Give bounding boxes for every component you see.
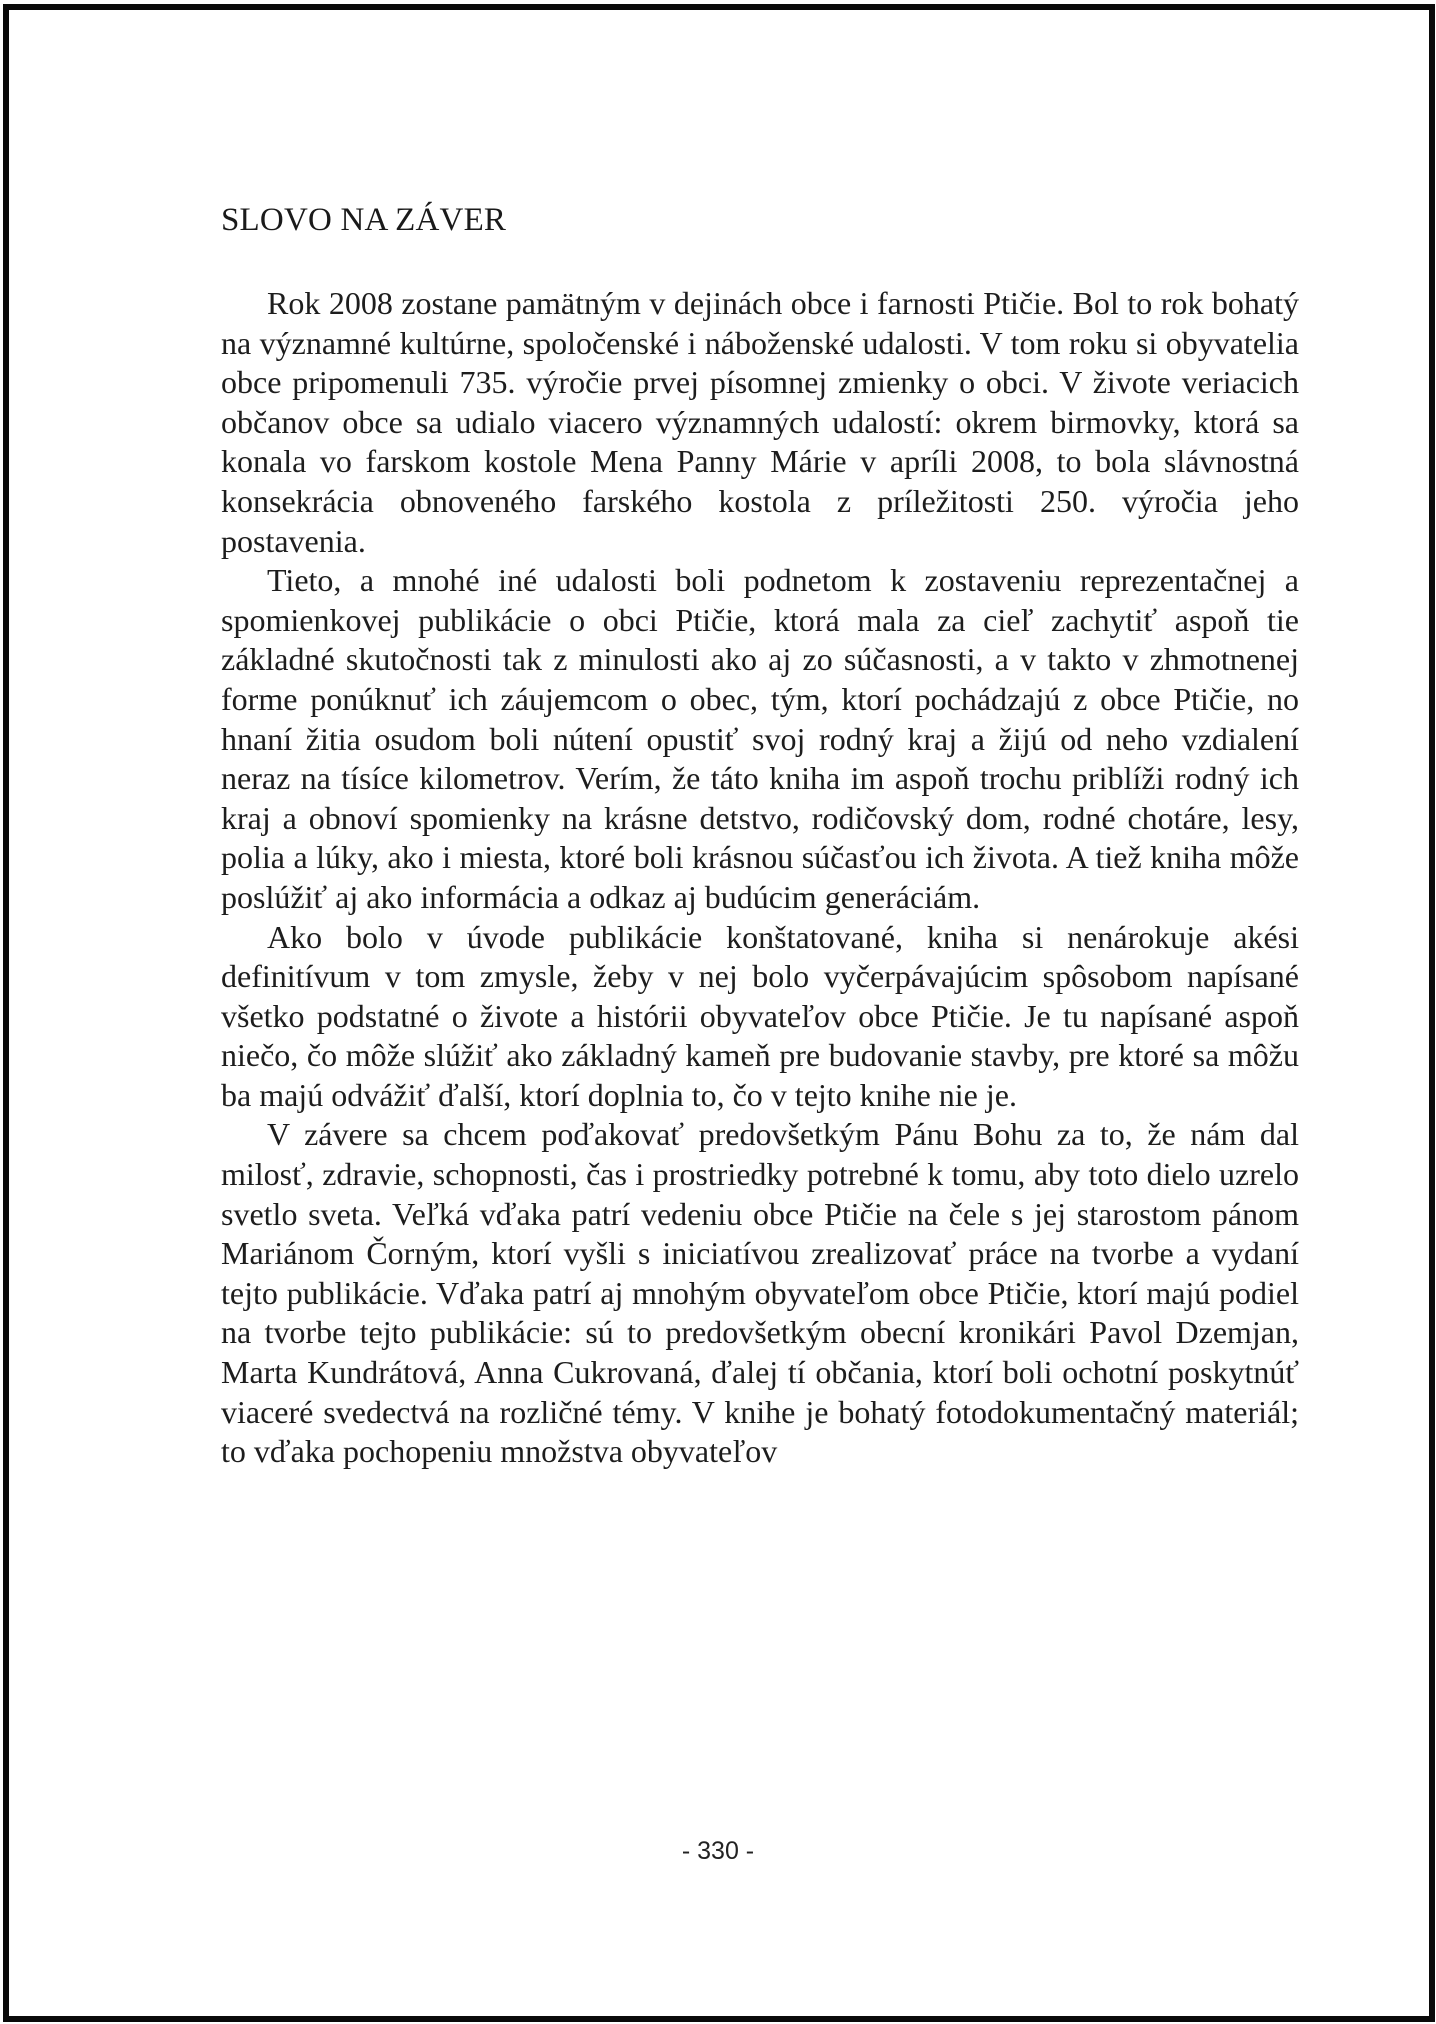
chapter-title: SLOVO NA ZÁVER (221, 202, 507, 238)
paragraph-2: Tieto, a mnohé iné udalosti boli podnetom k zostaveniu reprezentačnej a spomienkovej publikácie o obci Ptičie, ktorá mala za cieľ zachytiť aspoň tie základné skutočnosti tak z minulosti ako aj zo súčasnosti, a v takto v zhmotnenej forme ponúknuť ich záujemcom o obec, tým, ktorí pochádzajú z obce Ptičie, no hnaní žitia osudom boli nútení opustiť svoj rodný kraj a žijú od neho vzdialení neraz na tísíce kilometrov. Verím, že táto kniha im aspoň trochu priblíži rodný ich kraj a obnoví spomienky na krásne detstvo, rodičovský dom, rodné chotáre, lesy, polia a lúky, ako i miesta, ktoré boli krásnou súčasťou ich života. A tiež kniha môže poslúžiť aj ako informácia a odkaz aj budúcim generáciám. (221, 562, 1299, 915)
paragraph-3: Ako bolo v úvode publikácie konštatované, kniha si nenárokuje akési definitívum v tom zmysle, žeby v nej bolo vyčerpávajúcim spôsobom napísané všetko podstatné o živote a histórii obyvateľov obce Ptičie. Je tu napísané aspoň niečo, čo môže slúžiť ako základný kameň pre budovanie stavby, pre ktoré sa môžu ba majú odvážiť ďalší, ktorí doplnia to, čo v tejto knihe nie je. (221, 918, 1299, 1113)
paragraph-1: Rok 2008 zostane pamätným v dejinách obce i farnosti Ptičie. Bol to rok bohatý na významné kultúrne, spoločenské i náboženské udalosti. V tom roku si obyvatelia obce pripomenuli 735. výročie prvej písomnej zmienky o obci. V živote veriacich občanov obce sa udialo viacero významných udalostí: okrem birmovky, ktorá sa konala vo farskom kostole Mena Panny Márie v apríli 2008, to bola slávnostná konsekrácia obnoveného farského kostola z príležitosti 250. výročia jeho postavenia. (221, 285, 1299, 559)
paragraph-4: V závere sa chcem poďakovať predovšetkým Pánu Bohu za to, že nám dal milosť, zdravie, schopnosti, čas i prostriedky potrebné k tomu, aby toto dielo uzrelo svetlo sveta. Veľká vďaka patrí vedeniu obce Ptičie na čele s jej starostom pánom Mariánom Čorným, ktorí vyšli s iniciatívou zrealizovať práce na tvorbe a vydaní tejto publikácie. Vďaka patrí aj mnohým obyvateľom obce Ptičie, ktorí majú podiel na tvorbe tejto publikácie: sú to predovšetkým obecní kronikári Pavol Dzemjan, Marta Kundrátová, Anna Cukrovaná, ďalej tí občania, ktorí boli ochotní poskytnúť viaceré svedectvá na rozličné témy. V knihe je bohatý fotodokumentačný materiál; to vďaka pochopeniu množstva obyvateľov (221, 1116, 1299, 1470)
page-content (221, 199, 1299, 1472)
page-number: - 330 - (681, 1837, 755, 1865)
